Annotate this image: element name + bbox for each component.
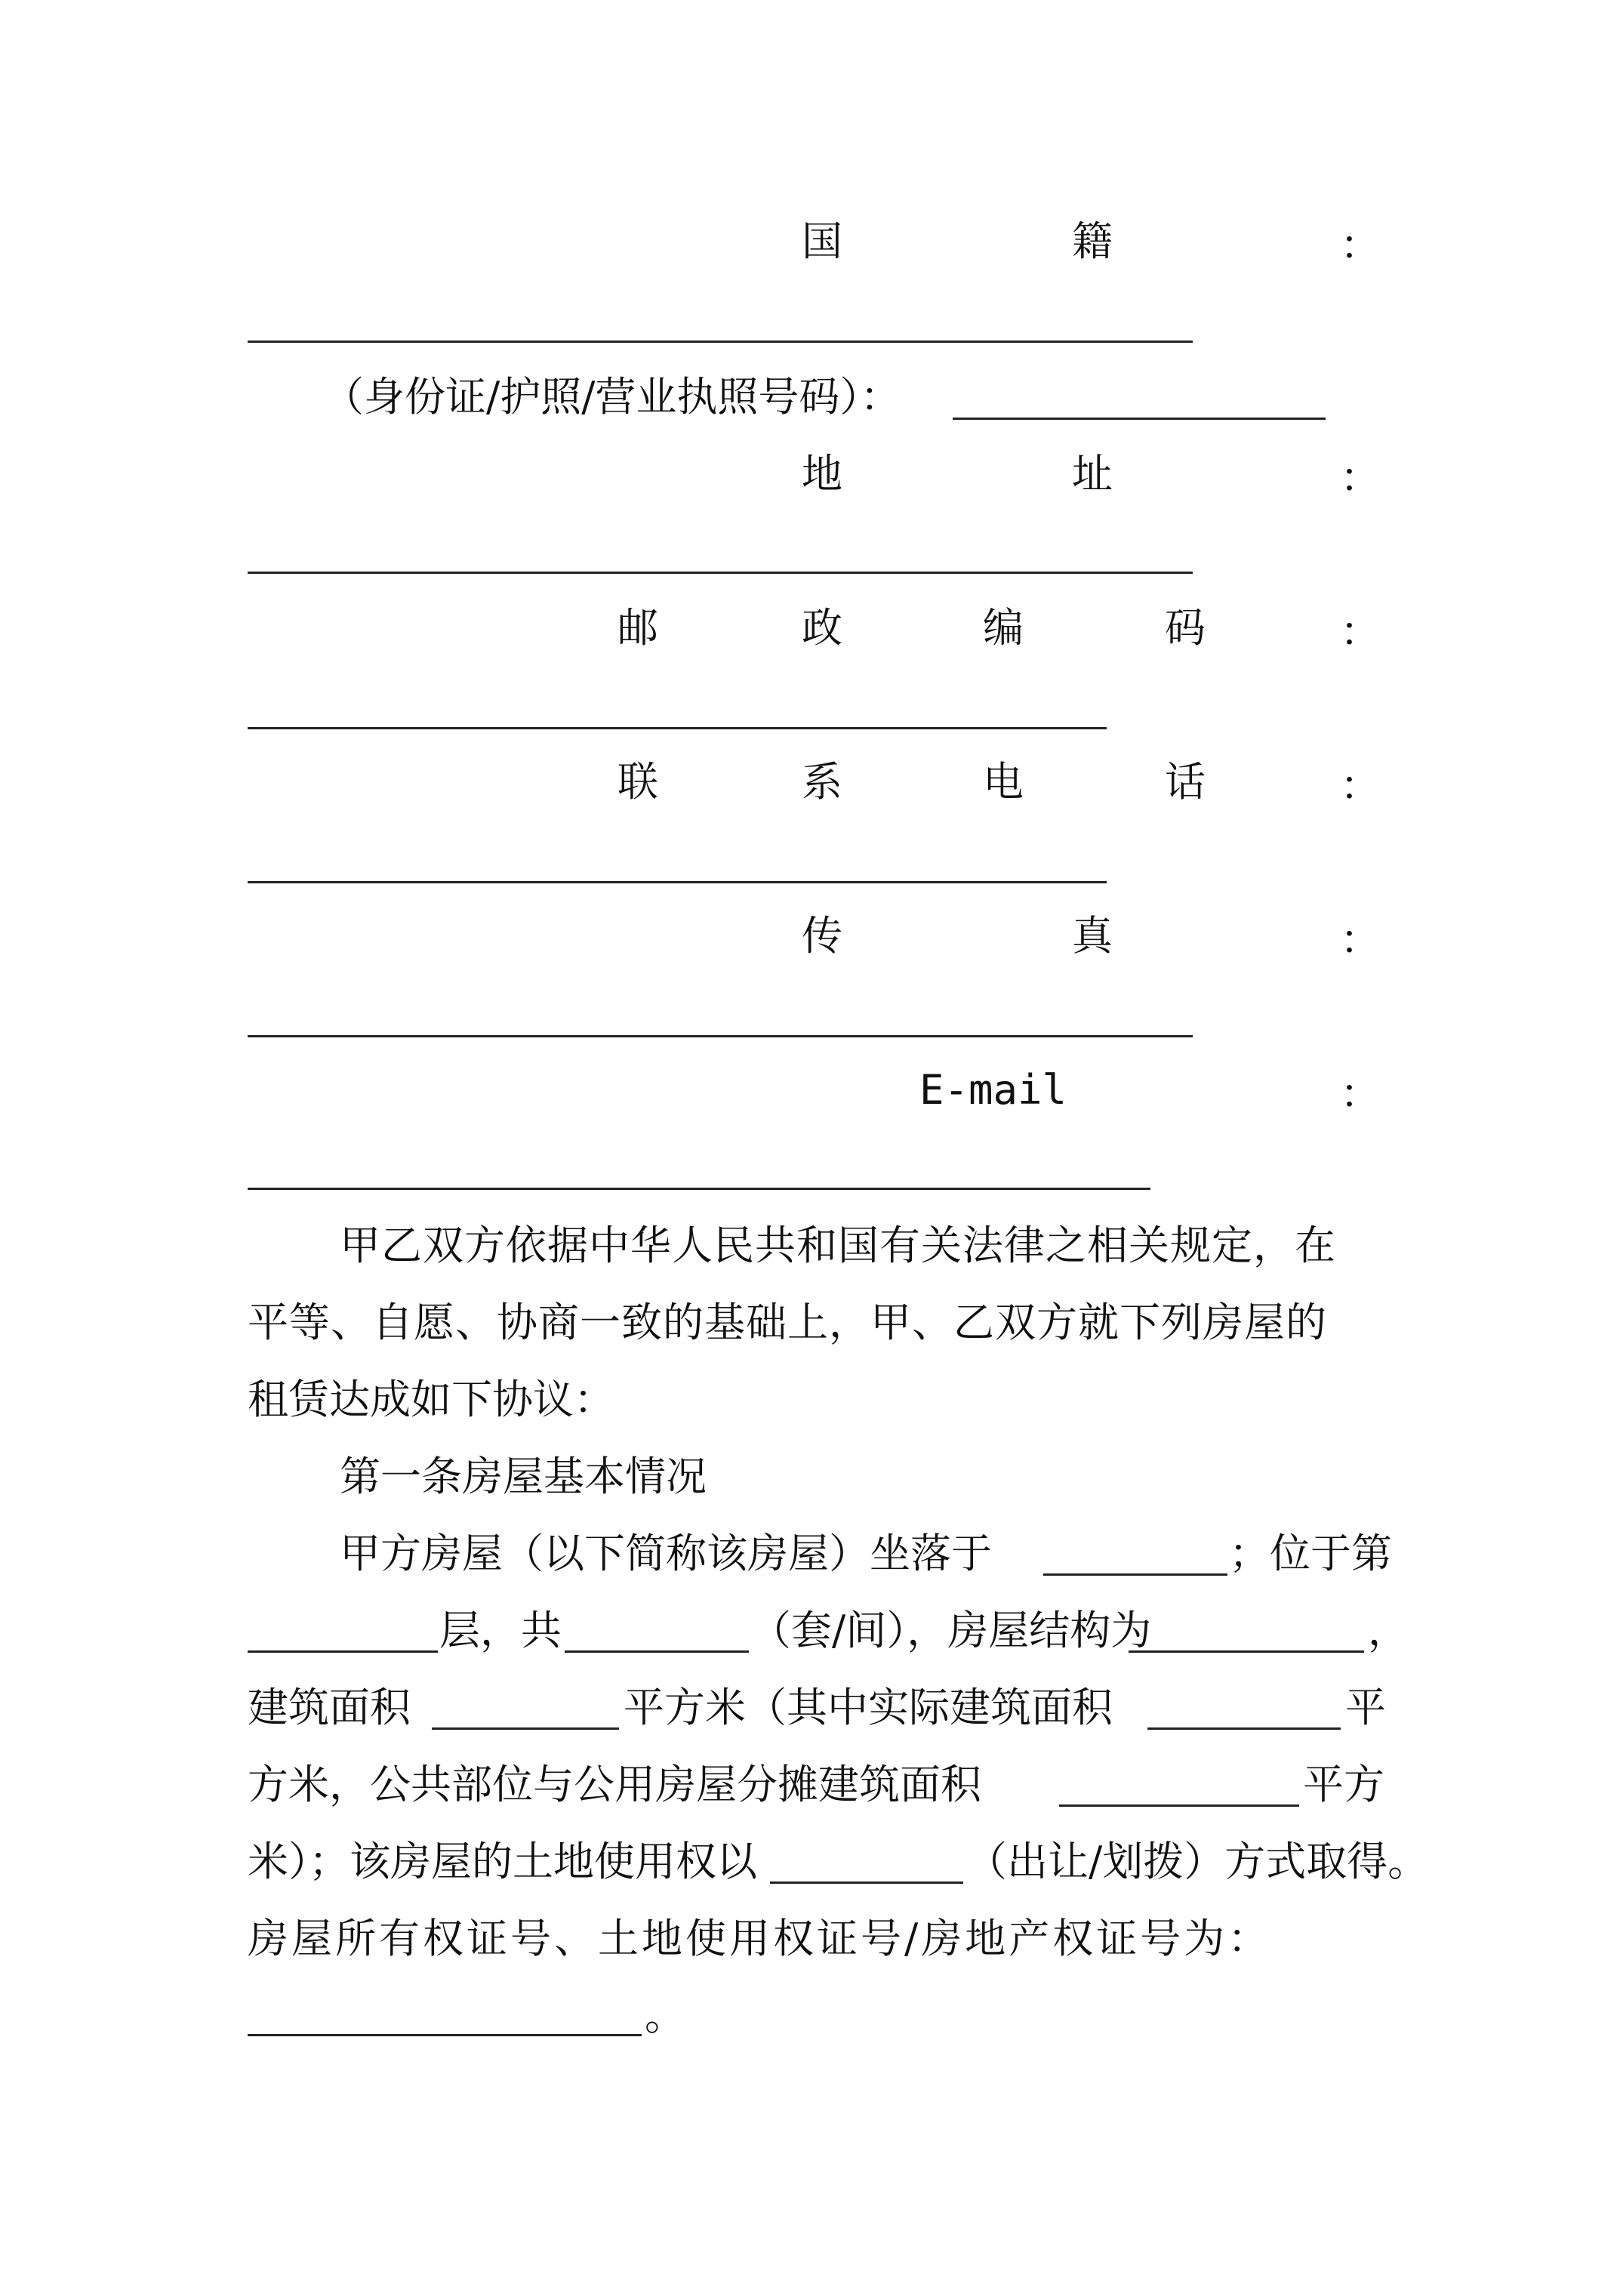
nationality-label-char-2: 籍 bbox=[1072, 217, 1113, 265]
address-label-char-2: 址 bbox=[1072, 450, 1113, 498]
shared-area-blank-line[interactable] bbox=[1059, 1804, 1299, 1807]
article-1-line-6-certificates: 房屋所有权证号、土地使用权证号/房地产权证号为： bbox=[248, 1915, 1272, 1962]
phone-colon: ： bbox=[1340, 762, 1381, 809]
article-1-line-4-shared-area: 方米，公共部位与公用房屋分摊建筑面积 bbox=[248, 1761, 981, 1808]
fax-label-char-1: 传 bbox=[802, 912, 842, 960]
nationality-blank-line[interactable] bbox=[248, 341, 1193, 343]
fax-colon: ： bbox=[1340, 916, 1381, 963]
postal-code-label-char-4: 码 bbox=[1165, 604, 1206, 652]
article-1-line-3-end: 平 bbox=[1345, 1684, 1386, 1731]
units-blank-line[interactable] bbox=[565, 1650, 749, 1653]
phone-label-char-1: 联 bbox=[617, 758, 658, 806]
phone-label-char-4: 话 bbox=[1165, 758, 1206, 806]
article-1-line-1-end: ；位于第 bbox=[1229, 1530, 1392, 1577]
intro-paragraph-line-3: 租赁达成如下协议： bbox=[248, 1376, 614, 1423]
land-use-method-blank-line[interactable] bbox=[770, 1881, 963, 1884]
address-colon: ： bbox=[1340, 454, 1381, 501]
location-blank-line[interactable] bbox=[1043, 1573, 1227, 1576]
article-1-line-2-floor: 层，共 bbox=[439, 1607, 562, 1654]
postal-code-label-char-1: 邮 bbox=[617, 604, 658, 652]
article-1-line-7-period: 。 bbox=[645, 1992, 685, 2039]
article-1-line-2-comma: ， bbox=[1368, 1607, 1409, 1654]
address-blank-line[interactable] bbox=[248, 572, 1193, 574]
id-number-label: （身份证/护照/营业执照号码）： bbox=[323, 373, 901, 421]
email-colon: ： bbox=[1340, 1070, 1381, 1117]
postal-code-label-char-2: 政 bbox=[802, 604, 842, 652]
intro-paragraph-line-2: 平等、自愿、协商一致的基础上，甲、乙双方就下列房屋的 bbox=[248, 1299, 1327, 1346]
postal-code-blank-line[interactable] bbox=[248, 727, 1107, 729]
certificate-number-blank-line[interactable] bbox=[248, 2034, 642, 2036]
id-number-blank-line[interactable] bbox=[953, 418, 1326, 420]
email-label: E-mail bbox=[919, 1066, 1067, 1114]
article-1-line-3-area: 建筑面积 bbox=[248, 1684, 411, 1731]
structure-blank-line[interactable] bbox=[1129, 1650, 1364, 1653]
article-1-line-1-text: 甲方房屋（以下简称该房屋）坐落于 bbox=[340, 1530, 992, 1577]
actual-area-blank-line[interactable] bbox=[1147, 1727, 1341, 1730]
article-1-line-5-land-use: 米）；该房屋的土地使用权以 bbox=[248, 1838, 757, 1885]
article-1-line-5-end: （出让/划拨）方式取得。 bbox=[966, 1838, 1429, 1885]
intro-paragraph-line-1: 甲乙双方依据中华人民共和国有关法律之相关规定，在 bbox=[340, 1222, 1336, 1269]
article-1-line-4-end: 平方 bbox=[1303, 1761, 1384, 1808]
fax-label-char-2: 真 bbox=[1072, 912, 1113, 960]
address-label-char-1: 地 bbox=[802, 450, 842, 498]
article-1-title: 第一条房屋基本情况 bbox=[340, 1453, 707, 1500]
phone-label-char-2: 系 bbox=[802, 758, 842, 806]
phone-blank-line[interactable] bbox=[248, 881, 1107, 883]
phone-label-char-3: 电 bbox=[983, 758, 1024, 806]
nationality-colon: ： bbox=[1340, 221, 1381, 269]
floor-blank-line[interactable] bbox=[248, 1650, 438, 1653]
nationality-label-char-1: 国 bbox=[802, 217, 842, 265]
email-blank-line[interactable] bbox=[248, 1188, 1150, 1190]
article-1-line-2-structure: （套/间），房屋结构为 bbox=[750, 1607, 1152, 1654]
article-1-line-3-actual-area: 平方米（其中实际建筑面积 bbox=[624, 1684, 1113, 1731]
fax-blank-line[interactable] bbox=[248, 1035, 1193, 1037]
building-area-blank-line[interactable] bbox=[432, 1727, 619, 1730]
postal-code-colon: ： bbox=[1340, 608, 1381, 655]
postal-code-label-char-3: 编 bbox=[983, 604, 1024, 652]
